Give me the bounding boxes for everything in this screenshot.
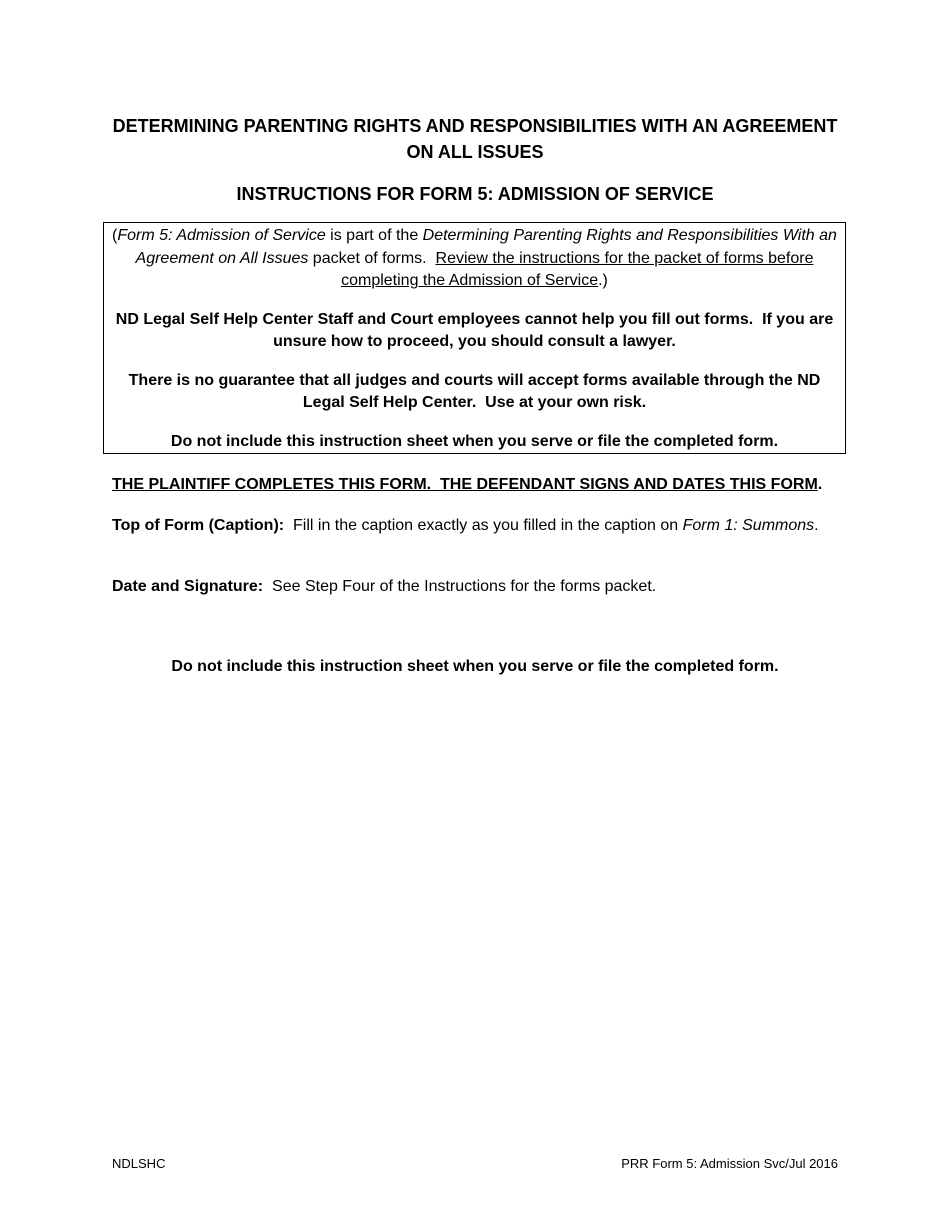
plaintiff-period: . (817, 476, 823, 493)
date-signature-label: Date and Signature: (112, 578, 264, 595)
page-subtitle: INSTRUCTIONS FOR FORM 5: ADMISSION OF SERVICE (236, 184, 714, 204)
intro-close: .) (598, 272, 608, 289)
caption-period: . (814, 517, 819, 534)
footer-left: NDLSHC (112, 1156, 166, 1171)
caption-label: Top of Form (Caption): (112, 517, 285, 534)
plaintiff-instruction (112, 474, 842, 497)
do-not-include-notice: Do not include this instruction sheet when you serve or file the completed form. (170, 432, 779, 450)
caption-instruction (112, 515, 842, 538)
caption-text: Fill in the caption exactly as you filled in the caption on (284, 517, 683, 534)
intro-open-paren: ( (112, 227, 118, 244)
intro-form-name: Form 5: Admission of Service (117, 227, 326, 244)
intro-review-instructions: Review the instructions for the packet of forms before completing the Admission of Service (341, 249, 814, 289)
date-signature-text: See Step Four of the Instructions for the forms packet. (263, 578, 657, 595)
page-title: DETERMINING PARENTING RIGHTS AND RESPONSIBILITIES WITH AN AGREEMENT ON ALL ISSUES (112, 116, 838, 162)
intro-part-of: is part of the (325, 227, 423, 244)
notice-box (103, 222, 846, 454)
plaintiff-line: THE PLAINTIFF COMPLETES THIS FORM. THE DEFENDANT SIGNS AND DATES THIS FORM (112, 476, 818, 493)
date-signature-instruction (112, 576, 842, 599)
staff-warning: ND Legal Self Help Center Staff and Court employees cannot help you fill out forms. If you are unsure how to proceed, you should consult a lawyer. (115, 310, 838, 350)
footer-right: PRR Form 5: Admission Svc/Jul 2016 (621, 1156, 838, 1171)
caption-form-reference: Form 1: Summons (682, 517, 815, 534)
guarantee-warning: There is no guarantee that all judges and courts will accept forms available through the ND Legal Self Help Center. Use at your own risk. (128, 371, 825, 411)
intro-packet-name: Determining Parenting Rights and Responsibilities With an Agreement on All Issues (135, 227, 837, 267)
notice-intro (112, 225, 837, 293)
closing-notice: Do not include this instruction sheet when you serve or file the completed form. (171, 658, 779, 675)
intro-packet-of-forms: packet of forms. (308, 249, 436, 267)
